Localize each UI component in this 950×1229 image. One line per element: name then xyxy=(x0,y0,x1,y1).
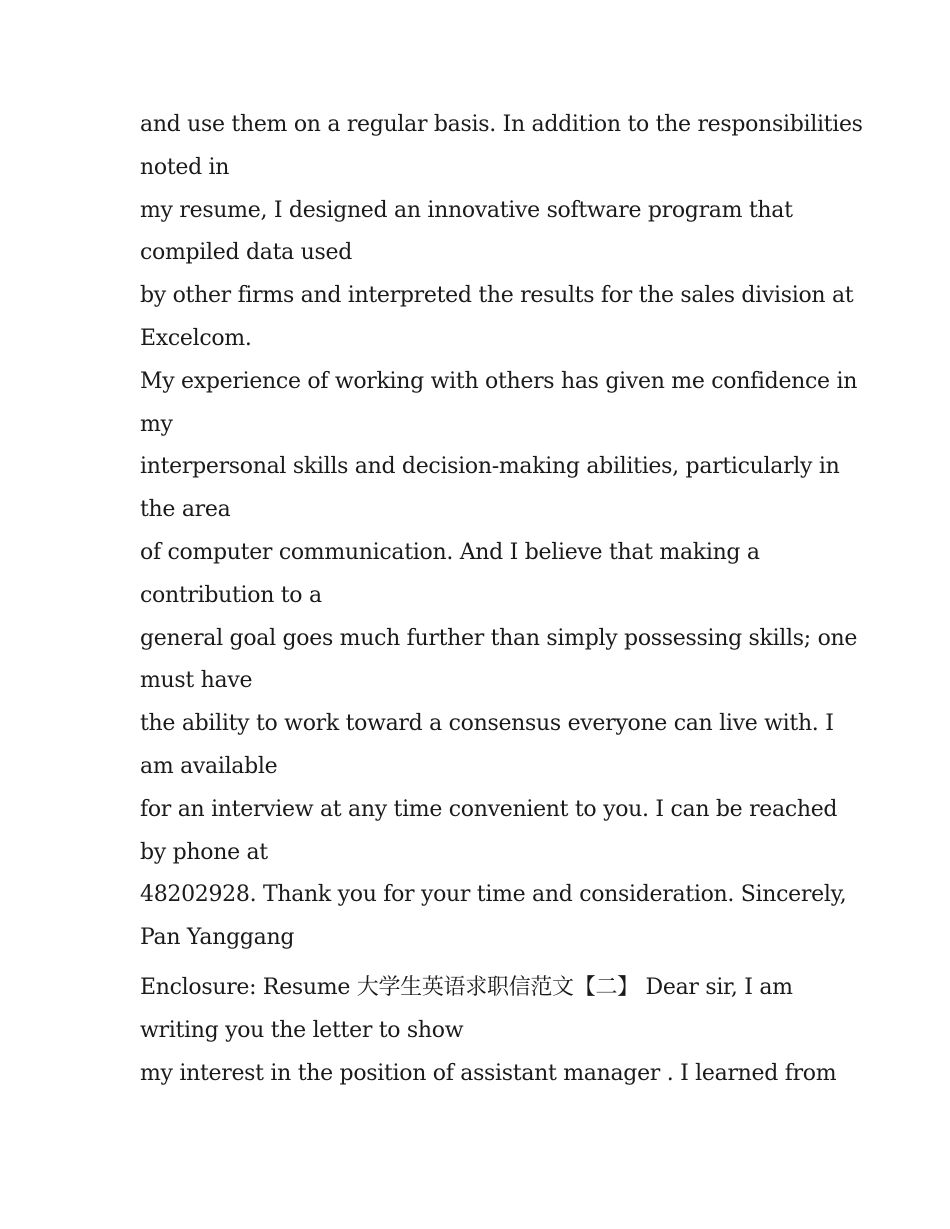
document-body xyxy=(140,104,863,1095)
text-line: writing you the letter to show xyxy=(140,1017,464,1043)
text-line: by phone at xyxy=(140,839,268,865)
text-line: my interest in the position of assistant manager . I learned from xyxy=(140,1060,837,1086)
text-line: noted in xyxy=(140,154,230,180)
text-line: for an interview at any time convenient to you. I can be reached xyxy=(140,796,838,822)
text-line: and use them on a regular basis. In addition to the responsibilities xyxy=(140,112,863,137)
text-line: contribution to a xyxy=(140,582,322,608)
text-line: 48202928. Thank you for your time and consideration. Sincerely, xyxy=(140,882,847,908)
text-line: Excelcom. xyxy=(140,325,252,351)
text-line: my resume, I designed an innovative software program that xyxy=(140,197,793,223)
text-line: by other firms and interpreted the results for the sales division at xyxy=(140,283,854,309)
signature-name: Pan Yanggang xyxy=(140,925,295,951)
text-line: am available xyxy=(140,753,278,779)
text-line: must have xyxy=(140,668,253,694)
text-line: the area xyxy=(140,497,231,523)
text-line: compiled data used xyxy=(140,240,352,266)
text-line: My experience of working with others has given me confidence in xyxy=(140,368,858,394)
text-line: interpersonal skills and decision-making abilities, particularly in xyxy=(140,454,840,480)
text-line: of computer communication. And I believe that making a xyxy=(140,539,760,565)
text-line: my xyxy=(140,411,173,437)
text-line: the ability to work toward a consensus everyone can live with. I xyxy=(140,711,834,737)
text-line: Enclosure: Resume 大学生英语求职信范文【二】 Dear sir, I am xyxy=(140,974,793,1000)
text-line: general goal goes much further than simply possessing skills; one xyxy=(140,625,858,651)
